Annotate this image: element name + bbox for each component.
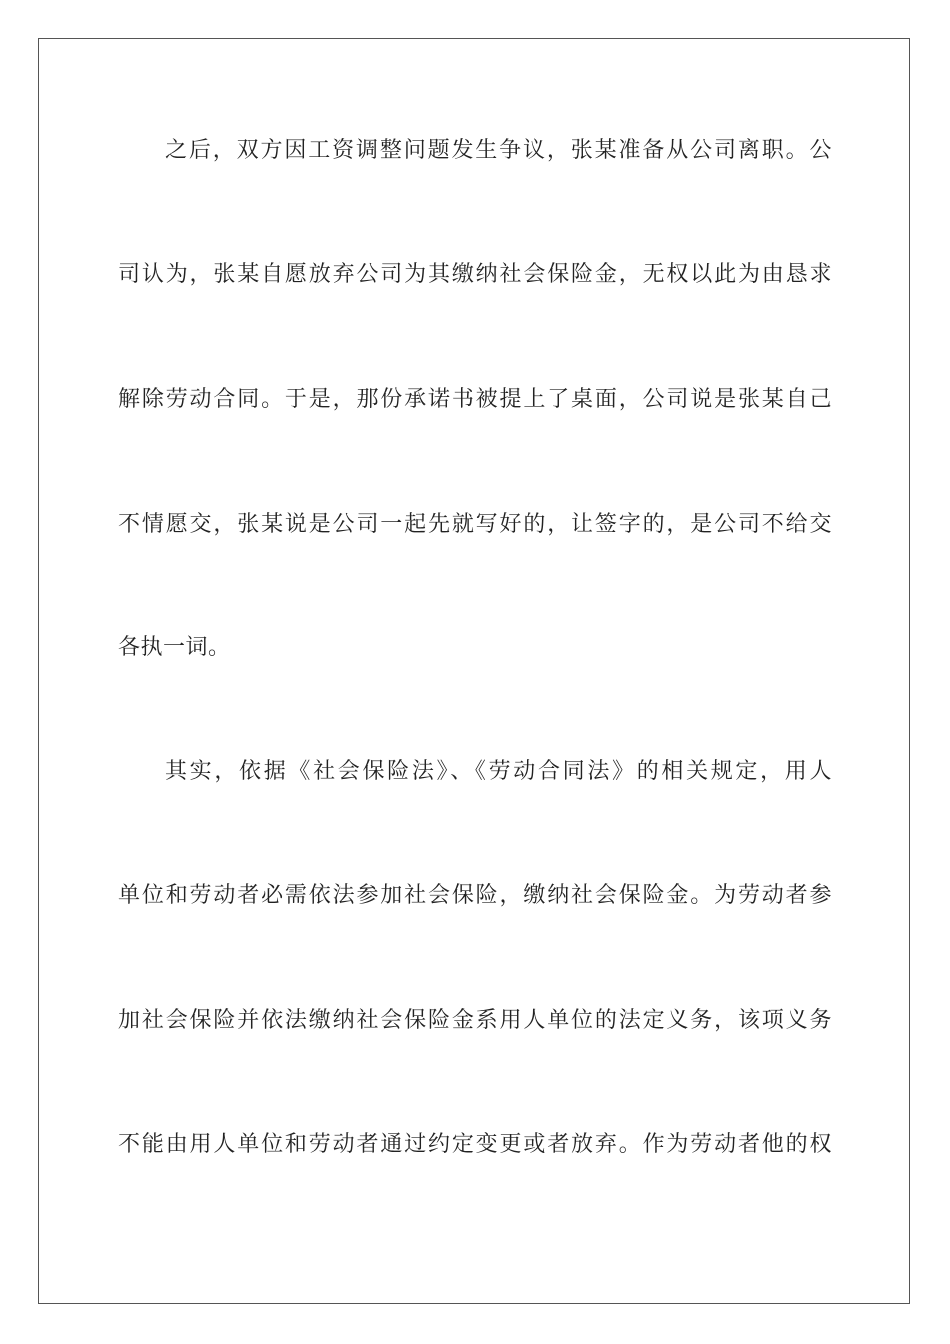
paragraph-2-line-4: 不能由用人单位和劳动者通过约定变更或者放弃。作为劳动者他的权 [118,1132,832,1157]
page-border [38,38,910,1304]
paragraph-1-line-4: 不情愿交，张某说是公司一起先就写好的，让签字的，是公司不给交 [118,512,832,537]
paragraph-2-line-3: 加社会保险并依法缴纳社会保险金系用人单位的法定义务，该项义务 [118,1008,832,1033]
paragraph-1-line-3: 解除劳动合同。于是，那份承诺书被提上了桌面，公司说是张某自己 [118,387,832,412]
paragraph-1-line-2: 司认为，张某自愿放弃公司为其缴纳社会保险金，无权以此为由恳求 [118,262,832,287]
paragraph-1-line-5: 各执一词。 [118,635,231,660]
paragraph-2-line-1: 其实，依据《社会保险法》、《劳动合同法》的相关规定，用人 [165,759,832,784]
paragraph-2-line-2: 单位和劳动者必需依法参加社会保险，缴纳社会保险金。为劳动者参 [118,883,832,908]
paragraph-1-line-1: 之后，双方因工资调整问题发生争议，张某准备从公司离职。公 [165,138,832,163]
